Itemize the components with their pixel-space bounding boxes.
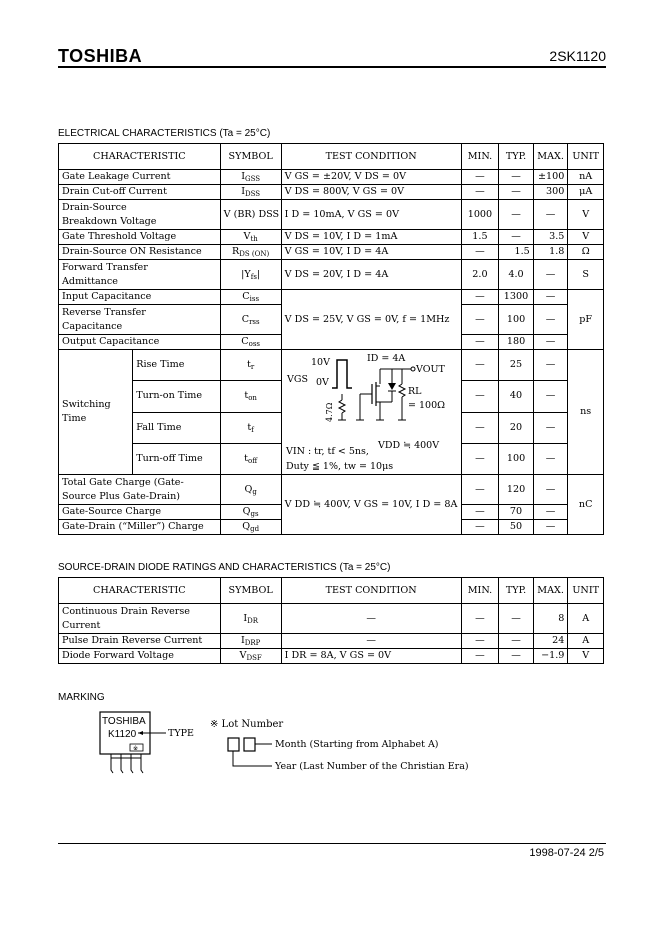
table-row: Gate-Drain (“Miller”) Charge $Q_{gd}$ — 50 — bbox=[59, 520, 604, 535]
package-brand: TOSHIBA bbox=[102, 716, 146, 727]
table-row: Output Capacitance $C_{oss}$ — 180 — bbox=[59, 335, 604, 350]
table-header-row: CHARACTERISTIC SYMBOL TEST CONDITION MIN. TYP. MAX. UNIT bbox=[59, 578, 604, 604]
col-max: MAX. bbox=[533, 144, 568, 170]
table-row: Fall Time $t_f$ — 20 — bbox=[59, 412, 604, 443]
svg-text:VOUT: VOUT bbox=[415, 364, 445, 375]
source-drain-diode-table bbox=[58, 577, 604, 664]
footer-date-page: 1998-07-24 2/5 bbox=[529, 847, 604, 859]
footer-rule bbox=[58, 843, 606, 844]
col-typ: TYP. bbox=[499, 144, 534, 170]
table-row: Switching Time Rise Time $t_r$ 10V VGS 0V ID = 4A VOUT RL = 100Ω 4.7Ω VDD ≒ 400V VIN : tr, tf < 5ns, Duty ≦ 1%, tw = 10μs — 25 — ns bbox=[59, 350, 604, 381]
col-characteristic: CHARACTERISTIC bbox=[59, 144, 221, 170]
svg-text:RL: RL bbox=[407, 386, 422, 397]
svg-text:10V: 10V bbox=[310, 357, 330, 368]
table-row: Total Gate Charge (Gate- Source Plus Gate-Drain) $Q_g$ V DD ≒ 400V, V GS = 10V, I D = 8A — 120 — nC bbox=[59, 475, 604, 505]
table-row: Drain Cut-off Current $I_{DSS}$ V DS = 800V, V GS = 0V — — 300 μA bbox=[59, 185, 604, 200]
col-unit: UNIT bbox=[568, 144, 604, 170]
part-number: 2SK1120 bbox=[549, 48, 606, 64]
table-row: Gate Leakage Current $I_{GSS}$ V GS = ±20V, V DS = 0V — — ±100 nA bbox=[59, 170, 604, 185]
svg-text:VIN : tr, tf < 5ns,: VIN : tr, tf < 5ns, bbox=[285, 446, 369, 457]
toshiba-logo: TOSHIBA bbox=[58, 46, 143, 66]
svg-text:VDD ≒ 400V: VDD ≒ 400V bbox=[377, 440, 439, 451]
svg-text:VGS: VGS bbox=[286, 374, 308, 385]
table-row: Turn-on Time $t_{on}$ — 40 — bbox=[59, 381, 604, 412]
svg-text:Duty ≦ 1%, tw = 10μs: Duty ≦ 1%, tw = 10μs bbox=[285, 461, 393, 472]
table-row: Drain-Source Breakdown Voltage V (BR) DSS I D = 10mA, V GS = 0V 1000 — — V bbox=[59, 200, 604, 230]
table-header-row bbox=[59, 144, 604, 170]
col-symbol: SYMBOL bbox=[220, 144, 281, 170]
svg-text:4.7Ω: 4.7Ω bbox=[324, 402, 334, 422]
table-row: Diode Forward Voltage $V_{DSF}$ I DR = 8A, V GS = 0V — — −1.9 V bbox=[59, 649, 604, 664]
electrical-characteristics-table bbox=[58, 143, 604, 535]
svg-text:0V: 0V bbox=[315, 377, 329, 388]
table-row: Pulse Drain Reverse Current $I_{DRP}$ — — — 24 A bbox=[59, 634, 604, 649]
ec-section-title: ELECTRICAL CHARACTERISTICS (Ta = 25°C) bbox=[58, 128, 271, 139]
switching-test-circuit bbox=[281, 350, 461, 475]
table-row: Forward Transfer Admittance $|Y_{fs}|$ V DS = 20V, I D = 4A 2.0 4.0 — S bbox=[59, 260, 604, 290]
svg-text:= 100Ω: = 100Ω bbox=[407, 400, 445, 411]
package-lot-mark: ※ bbox=[133, 745, 139, 752]
marking-title: MARKING bbox=[58, 692, 105, 703]
package-type: K1120 bbox=[108, 729, 137, 740]
col-test-condition: TEST CONDITION bbox=[281, 144, 461, 170]
type-label: TYPE bbox=[168, 728, 194, 739]
sd-section-title: SOURCE-DRAIN DIODE RATINGS AND CHARACTERISTICS (Ta = 25°C) bbox=[58, 562, 391, 573]
table-row: Continuous Drain Reverse Current $I_{DR}$ — — — 8 A bbox=[59, 604, 604, 634]
table-row: Turn-off Time $t_{off}$ — 100 — bbox=[59, 443, 604, 474]
table-row: Gate Threshold Voltage $V_{th}$ V DS = 10V, I D = 1mA 1.5 — 3.5 V bbox=[59, 230, 604, 245]
col-min: MIN. bbox=[461, 144, 499, 170]
table-row: Input Capacitance $C_{iss}$ V DS = 25V, V GS = 0V, f = 1MHz — 1300 — pF bbox=[59, 290, 604, 305]
marking-diagram bbox=[58, 706, 508, 786]
table-row: Reverse Transfer Capacitance $C_{rss}$ — 100 — bbox=[59, 305, 604, 335]
svg-text:ID = 4A: ID = 4A bbox=[366, 353, 405, 364]
month-label: Month (Starting from Alphabet A) bbox=[275, 739, 439, 750]
year-label: Year (Last Number of the Christian Era) bbox=[275, 761, 469, 772]
lot-number-label: ※ Lot Number bbox=[210, 719, 284, 730]
table-row: Drain-Source ON Resistance $R_{DS (ON)}$ V GS = 10V, I D = 4A — 1.5 1.8 Ω bbox=[59, 245, 604, 260]
table-row: Gate-Source Charge $Q_{gs}$ — 70 — bbox=[59, 505, 604, 520]
page-header bbox=[58, 46, 606, 68]
